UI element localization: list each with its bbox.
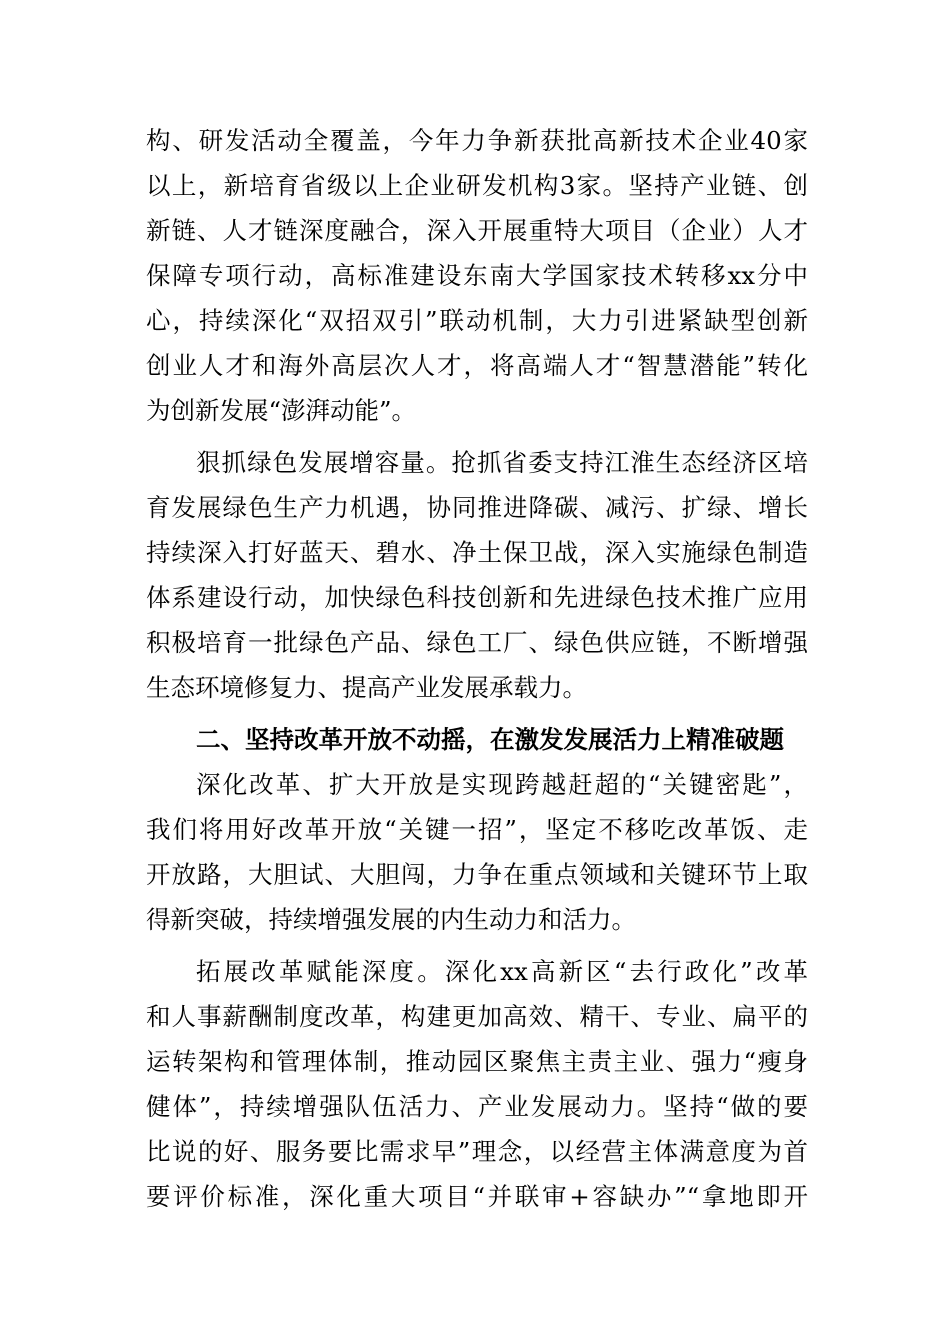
text-line: 和人事薪酬制度改革，构建更加高效、精干、专业、扁平的 bbox=[146, 1002, 808, 1031]
text-line: 积极培育一批绿色产品、绿色工厂、绿色供应链，不断增强 bbox=[146, 628, 808, 657]
text-line: 运转架构和管理体制，推动园区聚焦主责主业、强力“瘦身 bbox=[146, 1047, 808, 1076]
document-body bbox=[146, 118, 808, 1219]
text-line: 为创新发展“澎湃动能”。 bbox=[146, 396, 417, 425]
text-line: 体系建设行动，加快绿色科技创新和先进绿色技术推广应用 bbox=[146, 583, 808, 612]
text-line: 拓展改革赋能深度。深化xx高新区“去行政化”改革 bbox=[196, 957, 808, 986]
section-heading-reform bbox=[146, 717, 808, 762]
text-line: 狠抓绿色发展增容量。抢抓省委支持江淮生态经济区培 bbox=[196, 448, 808, 477]
paragraph-reform-intro bbox=[146, 762, 808, 942]
section-heading: 二、坚持改革开放不动摇，在激发发展活力上精准破题 bbox=[196, 725, 784, 754]
text-line: 生态环境修复力、提高产业发展承载力。 bbox=[146, 673, 587, 702]
paragraph-innovation-talent bbox=[146, 118, 808, 433]
text-line: 育发展绿色生产力机遇，协同推进降碳、减污、扩绿、增长 bbox=[146, 493, 808, 522]
text-line: 构、研发活动全覆盖，今年力争新获批高新技术企业40家 bbox=[146, 126, 808, 155]
text-line: 比说的好、服务要比需求早”理念，以经营主体满意度为首 bbox=[146, 1137, 808, 1166]
text-line: 新链、人才链深度融合，深入开展重特大项目（企业）人才 bbox=[146, 216, 808, 245]
text-line: 创业人才和海外高层次人才，将高端人才“智慧潜能”转化 bbox=[146, 351, 808, 380]
text-line: 健体”，持续增强队伍活力、产业发展动力。坚持“做的要 bbox=[146, 1092, 808, 1121]
paragraph-reform-depth bbox=[146, 949, 808, 1219]
text-line: 持续深入打好蓝天、碧水、净土保卫战，深入实施绿色制造 bbox=[146, 538, 808, 567]
paragraph-gap bbox=[146, 942, 808, 949]
text-line: 以上，新培育省级以上企业研发机构3家。坚持产业链、创 bbox=[146, 171, 808, 200]
text-line: 我们将用好改革开放“关键一招”，坚定不移吃改革饭、走 bbox=[146, 815, 808, 844]
text-line: 得新突破，持续增强发展的内生动力和活力。 bbox=[146, 905, 636, 934]
text-line: 保障专项行动，高标准建设东南大学国家技术转移xx分中 bbox=[146, 261, 808, 290]
paragraph-gap bbox=[146, 710, 808, 717]
text-line: 要评价标准，深化重大项目“并联审+容缺办”“拿地即开 bbox=[146, 1182, 808, 1211]
text-line: 深化改革、扩大开放是实现跨越赶超的“关键密匙”， bbox=[196, 770, 808, 799]
text-line: 心，持续深化“双招双引”联动机制，大力引进紧缺型创新 bbox=[146, 306, 808, 335]
paragraph-gap bbox=[146, 433, 808, 440]
text-line: 开放路，大胆试、大胆闯，力争在重点领域和关键环节上取 bbox=[146, 860, 808, 889]
paragraph-green-development bbox=[146, 440, 808, 710]
